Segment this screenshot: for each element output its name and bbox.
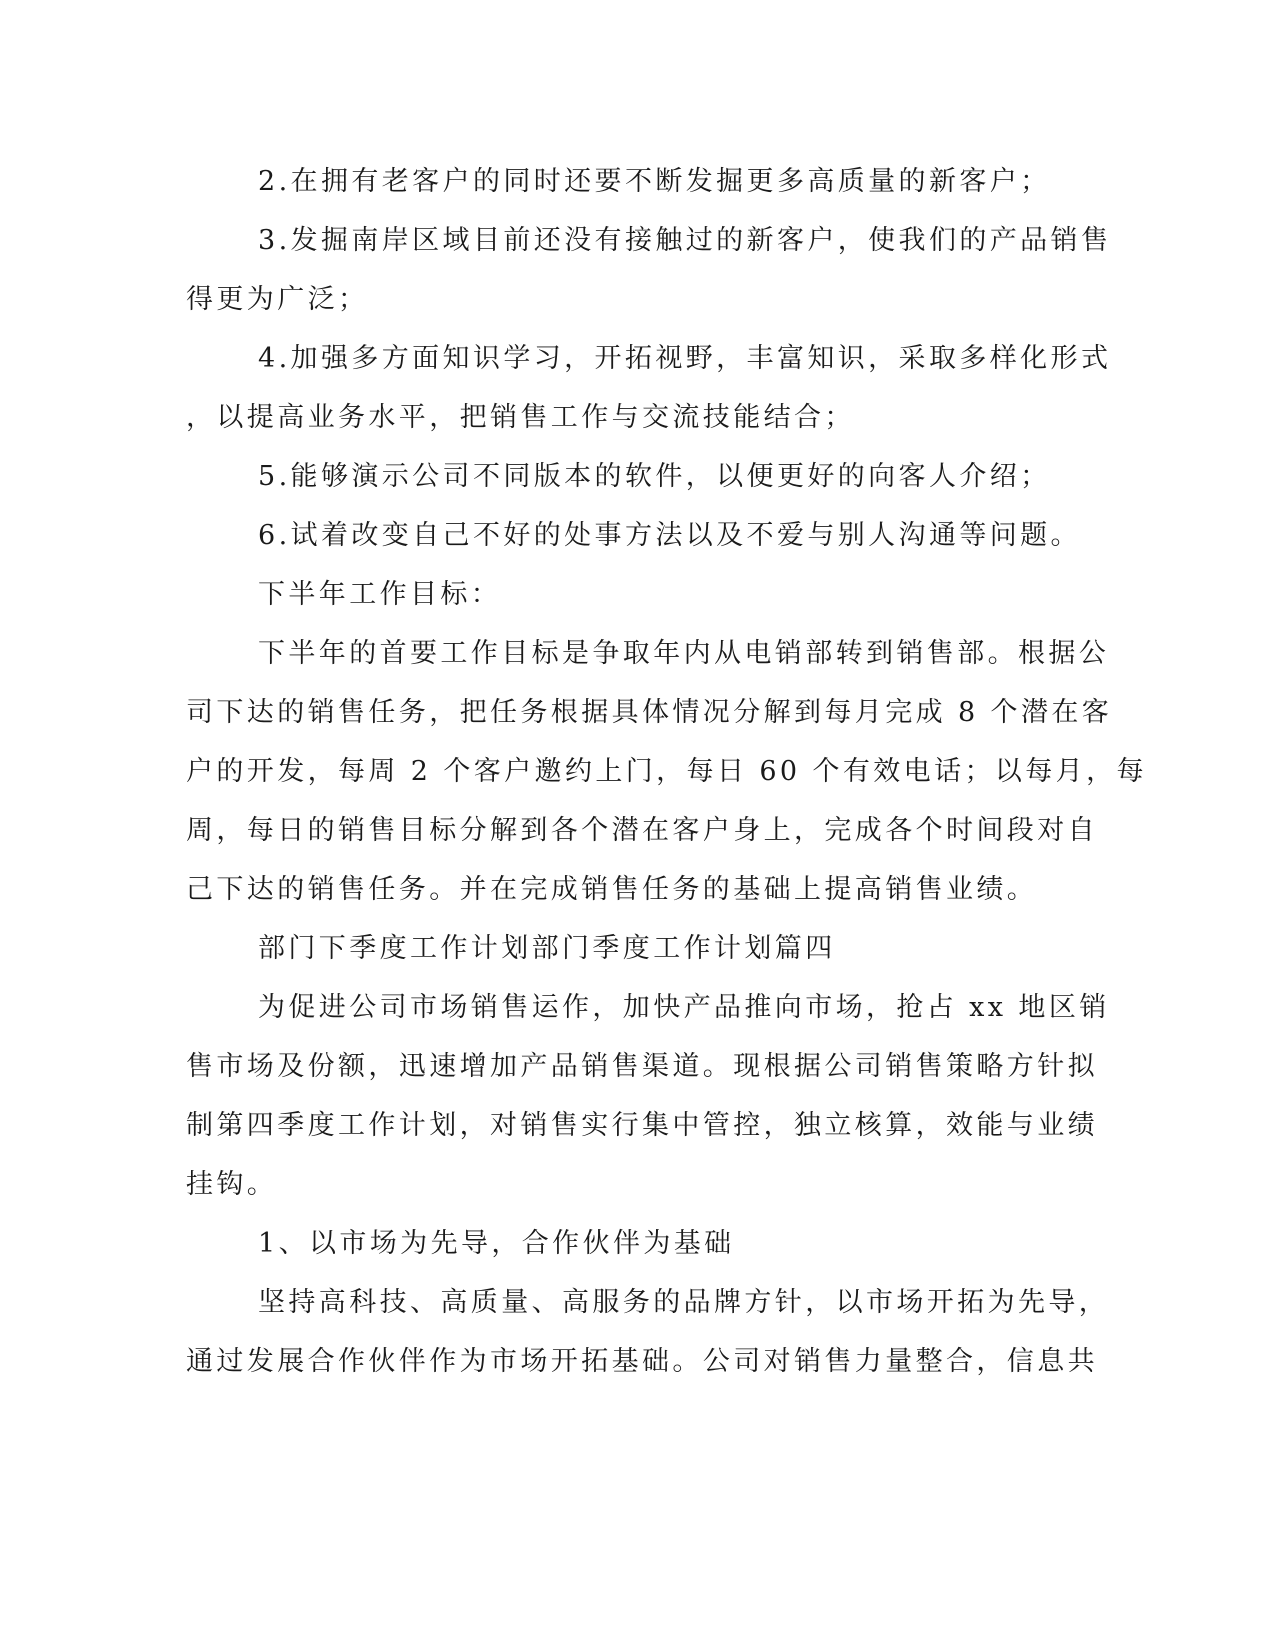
- list-item-4-line-1: 4.加强多方面知识学习，开拓视野，丰富知识，采取多样化形式: [258, 343, 1112, 374]
- list-item-4-line-2: ，以提高业务水平，把销售工作与交流技能结合；: [186, 402, 855, 433]
- paragraph-intro-line-1: 为促进公司市场销售运作，加快产品推向市场，抢占 xx 地区销: [258, 992, 1110, 1023]
- subheading-1: 1、以市场为先导，合作伙伴为基础: [258, 1228, 735, 1259]
- paragraph-goals-line-5: 己下达的销售任务。并在完成销售任务的基础上提高销售业绩。: [186, 874, 1038, 905]
- list-item-6: 6.试着改变自己不好的处事方法以及不爱与别人沟通等问题。: [258, 520, 1081, 551]
- paragraph-intro-line-3: 制第四季度工作计划，对销售实行集中管控，独立核算，效能与业绩: [186, 1110, 1098, 1141]
- paragraph-intro-line-2: 售市场及份额，迅速增加产品销售渠道。现根据公司销售策略方针拟: [186, 1051, 1098, 1082]
- paragraph-intro-line-4: 挂钩。: [186, 1169, 278, 1200]
- list-item-3-line-1: 3.发掘南岸区域目前还没有接触过的新客户，使我们的产品销售: [258, 225, 1112, 256]
- paragraph-1-line-2: 通过发展合作伙伴作为市场开拓基础。公司对销售力量整合，信息共: [186, 1346, 1098, 1377]
- section-heading-h2-goals: 下半年工作目标：: [258, 579, 502, 610]
- paragraph-goals-line-3: 户的开发，每周 2 个客户邀约上门，每日 60 个有效电话；以每月，每: [186, 756, 1147, 787]
- paragraph-1-line-1: 坚持高科技、高质量、高服务的品牌方针，以市场开拓为先导，: [258, 1287, 1110, 1318]
- list-item-2: 2.在拥有老客户的同时还要不断发掘更多高质量的新客户；: [258, 166, 1051, 197]
- paragraph-goals-line-4: 周，每日的销售目标分解到各个潜在客户身上，完成各个时间段对自: [186, 815, 1098, 846]
- paragraph-goals-line-1: 下半年的首要工作目标是争取年内从电销部转到销售部。根据公: [258, 638, 1110, 669]
- paragraph-goals-line-2: 司下达的销售任务，把任务根据具体情况分解到每月完成 8 个潜在客: [186, 697, 1113, 728]
- section-heading-part4: 部门下季度工作计划部门季度工作计划篇四: [258, 933, 836, 964]
- list-item-5: 5.能够演示公司不同版本的软件，以便更好的向客人介绍；: [258, 461, 1051, 492]
- list-item-3-line-2: 得更为广泛；: [186, 284, 369, 315]
